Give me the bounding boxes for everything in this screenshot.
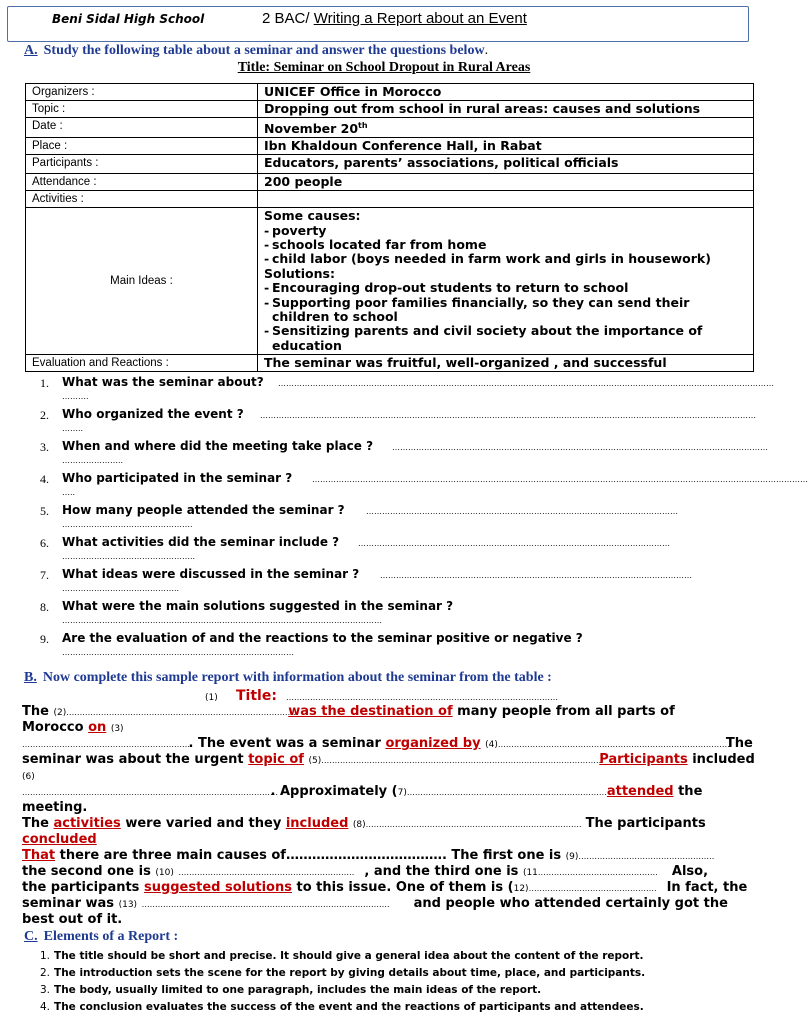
blank-line[interactable]: ………………………………………………………………… <box>406 788 607 797</box>
report-line <box>22 896 762 912</box>
text: to this issue. One of them is ( <box>296 880 514 895</box>
text: Morocco <box>22 720 84 735</box>
blank-line[interactable]: ……………………………………… <box>537 868 658 877</box>
blank-number: (8) <box>352 820 366 830</box>
key-phrase: concluded <box>22 832 97 847</box>
key-phrase: on <box>88 720 107 735</box>
answer-line[interactable]: ……………………………………………………………………………………………………… <box>366 507 678 516</box>
row-key: Participants : <box>26 155 258 174</box>
elements-list <box>40 950 760 1018</box>
list-item <box>40 1001 760 1018</box>
item-number: 2. <box>40 967 51 979</box>
table-row <box>26 118 754 138</box>
question-item <box>40 565 760 597</box>
question-number: 1. <box>40 376 49 390</box>
text: best out of it. <box>22 912 123 927</box>
key-phrase: suggested solutions <box>143 880 292 895</box>
key-phrase: included <box>285 816 349 831</box>
item-text: The title should be short and precise. It should give a general idea about the content of the report. <box>54 950 644 962</box>
question-text: What were the main solutions suggested in the seminar ? <box>62 599 454 613</box>
blank-line[interactable]: ………………………………………………………………………………… <box>141 900 390 909</box>
school-name: Beni Sidal High School <box>52 12 205 26</box>
section-a-letter: A. <box>24 43 38 58</box>
section-a-instruction: Study the following table about a seminar and answer the questions below <box>43 43 485 58</box>
question-item <box>40 533 760 565</box>
section-a-heading: A. Study the following table about a seminar and answer the questions below. <box>24 43 489 58</box>
answer-line[interactable]: ……………………………………………………………………………………………………… <box>380 571 692 580</box>
table-row <box>26 174 754 191</box>
row-key: Evaluation and Reactions : <box>26 355 258 372</box>
row-key: Topic : <box>26 101 258 118</box>
report-line <box>22 880 762 896</box>
question-text: What activities did the seminar include ? <box>62 535 340 549</box>
report-line <box>22 784 762 800</box>
answer-line[interactable]: ….. <box>62 488 76 497</box>
question-item <box>40 405 760 437</box>
causes-list <box>264 224 747 267</box>
blank-line[interactable]: …………………………………………………………………………… <box>497 740 730 749</box>
row-value: Dropping out from school in rural areas: causes and solutions <box>258 101 754 118</box>
blank-line[interactable]: ……………………………………………………… <box>22 740 190 749</box>
item-number: 3. <box>40 984 51 996</box>
question-text: When and where did the meeting take place ? <box>62 439 374 453</box>
key-phrase: attended <box>606 784 674 799</box>
text: The <box>725 736 753 751</box>
blank-line[interactable]: ………………………………………… <box>528 884 657 893</box>
blank-number: (10) <box>155 868 174 878</box>
blank-number: 12) <box>513 884 529 894</box>
blank-number: (11 <box>522 868 538 878</box>
blank-number: 7) <box>397 788 407 798</box>
report-title-line <box>22 688 762 704</box>
report-line <box>22 800 762 816</box>
blank-line[interactable]: …………………………………………………………………………… <box>66 708 299 717</box>
question-number: 6. <box>40 536 49 550</box>
seminar-table <box>25 83 754 372</box>
row-value: UNICEF Office in Morocco <box>258 84 754 101</box>
unit-prefix: 2 BAC/ <box>262 10 314 27</box>
text: included <box>692 752 755 767</box>
text: the <box>678 784 703 799</box>
section-c-letter: C. <box>24 929 38 944</box>
question-text: What ideas were discussed in the seminar ? <box>62 567 360 581</box>
blank-number: (1) <box>205 693 218 703</box>
answer-line[interactable]: ………………………………………….. <box>62 552 196 561</box>
list-item <box>40 984 760 1001</box>
section-c-heading <box>24 929 178 945</box>
report-line <box>22 864 762 880</box>
question-item <box>40 437 768 469</box>
question-list <box>40 373 808 661</box>
date-suffix: th <box>358 121 368 130</box>
list-item: - child labor (boys needed in farm work and girls in housework) <box>264 252 747 266</box>
text: there are three main causes of………………………………. The first one is <box>59 848 562 863</box>
answer-line[interactable]: …….. <box>62 424 84 433</box>
solutions-list <box>264 281 747 353</box>
report-line <box>22 752 762 768</box>
question-text: Are the evaluation of and the reactions to the seminar positive or negative ? <box>62 631 583 645</box>
list-item <box>40 967 760 984</box>
answer-line[interactable]: …………………………………………………………………………… <box>62 648 294 657</box>
report-line <box>22 816 762 832</box>
section-c-instruction: Elements of a Report : <box>43 929 179 944</box>
report-line <box>22 912 762 928</box>
key-phrase: was the destination of <box>288 704 453 719</box>
question-text: Who organized the event ? <box>62 407 244 421</box>
text: The <box>22 704 49 719</box>
table-row <box>26 101 754 118</box>
text: In fact, the <box>666 880 748 895</box>
row-key: Date : <box>26 118 258 138</box>
row-value-date <box>258 118 754 138</box>
blank-number: (5) <box>308 756 322 766</box>
row-value: Educators, parents’ associations, political officials <box>258 155 754 174</box>
item-text: The conclusion evaluates the success of the event and the reactions of participants and attendees. <box>54 1001 644 1013</box>
section-b-instruction: Now complete this sample report with information about the seminar from the table : <box>42 670 552 685</box>
blank-line[interactable]: ………………………………………………………… <box>178 868 355 877</box>
blank-line[interactable]: ……………………………………………………………………… <box>365 820 582 829</box>
unit-title <box>262 10 527 27</box>
answer-line[interactable]: ……………………………………………………………………………………………………… <box>358 539 670 548</box>
report-line <box>22 704 762 720</box>
table-title <box>0 60 768 76</box>
key-phrase: topic of <box>248 752 304 767</box>
item-text: The introduction sets the scene for the report by giving details about time, place, and participants. <box>54 967 646 979</box>
text: Also, <box>671 864 709 879</box>
answer-line[interactable]: …………………………………….. <box>62 584 180 593</box>
question-item <box>40 501 760 533</box>
main-ideas-cell <box>258 208 754 355</box>
answer-line[interactable]: …………………………………………………………………………………………………………………………………………………………………… <box>260 411 756 420</box>
list-item: - Encouraging drop-out students to return to school <box>264 281 747 295</box>
answer-line[interactable]: …………………………………………………………………………………………………………………………………………………………………… <box>278 379 774 388</box>
causes-heading: Some causes: <box>264 208 361 224</box>
blank-line[interactable]: …………………………………………………………………………………………… <box>321 756 602 765</box>
question-item <box>40 629 760 661</box>
report-line <box>22 720 762 736</box>
report-line <box>22 848 762 864</box>
text: and people who attended certainly got the <box>413 896 728 911</box>
text: the second one is <box>22 864 151 879</box>
section-b-letter: B. <box>24 670 37 685</box>
text: The <box>22 816 49 831</box>
blank-line[interactable]: …………………………………………… <box>578 852 715 861</box>
list-item: - poverty <box>264 224 747 238</box>
answer-line[interactable]: ………………….. <box>62 456 124 465</box>
blank-line[interactable]: …………………………………………………………………………………… <box>22 788 278 797</box>
blank-number: (9) <box>565 852 579 862</box>
question-number: 7. <box>40 568 49 582</box>
blank-number: (3) <box>110 724 124 734</box>
question-item <box>40 373 774 405</box>
solutions-heading: Solutions: <box>264 265 335 281</box>
text: The participants <box>585 816 706 831</box>
report-line <box>22 736 762 752</box>
report-paragraph <box>22 688 762 928</box>
blank-number: (13) <box>118 900 138 910</box>
blank-number: (2) <box>53 708 67 718</box>
answer-line[interactable]: …………………………………………………………………………………………………………………………………………………………………… <box>312 475 808 484</box>
table-row <box>26 208 754 355</box>
table-row <box>26 155 754 174</box>
key-phrase: organized by <box>385 736 481 751</box>
table-row <box>26 191 754 208</box>
table-title-text: Title: Seminar on School Dropout in Rural Areas <box>237 60 531 75</box>
item-text: The body, usually limited to one paragraph, includes the main ideas of the report. <box>54 984 542 996</box>
text: many people from all parts of <box>457 704 675 719</box>
item-number: 4. <box>40 1001 51 1013</box>
text: , and the third one is <box>364 864 519 879</box>
question-item <box>40 597 760 629</box>
question-number: 9. <box>40 632 49 646</box>
question-number: 2. <box>40 408 49 422</box>
row-key: Activities : <box>26 191 258 208</box>
item-number: 1. <box>40 950 51 962</box>
table-row <box>26 84 754 101</box>
row-value: Ibn Khaldoun Conference Hall, in Rabat <box>258 138 754 155</box>
row-key: Main Ideas : <box>26 208 258 355</box>
row-value: The seminar was fruitful, well-organized , and successful <box>258 355 754 372</box>
text: were varied and they <box>125 816 282 831</box>
answer-line[interactable]: …………………………………………………………………………………………………………………………… <box>392 443 768 452</box>
question-number: 3. <box>40 440 49 454</box>
text: meeting. <box>22 800 88 815</box>
list-item: - Sensitizing parents and civil society about the importance of education <box>264 324 747 353</box>
question-text: What was the seminar about? <box>62 375 264 389</box>
text: seminar was <box>22 896 115 911</box>
question-number: 4. <box>40 472 49 486</box>
question-item <box>40 469 808 501</box>
row-key: Place : <box>26 138 258 155</box>
question-number: 5. <box>40 504 49 518</box>
unit-topic: Writing a Report about an Event <box>313 10 527 27</box>
question-text: How many people attended the seminar ? <box>62 503 345 517</box>
report-line <box>22 768 762 784</box>
row-key: Attendance : <box>26 174 258 191</box>
text: . The event was a seminar <box>188 736 381 751</box>
key-phrase: That <box>22 848 56 863</box>
blank-number: (4) <box>485 740 498 750</box>
text: . Approximately ( <box>270 784 398 799</box>
list-item: - Supporting poor families financially, so they can send their children to school <box>264 296 747 325</box>
report-title-label: Title: <box>236 688 277 704</box>
row-value: 200 people <box>258 174 754 191</box>
answer-line[interactable]: …………………………………………. <box>62 520 193 529</box>
question-text: Who participated in the seminar ? <box>62 471 293 485</box>
section-b-heading <box>24 670 552 686</box>
list-item <box>40 950 760 967</box>
blank-number: (6) <box>22 772 35 782</box>
blank-line[interactable]: ………………………………………………………………………………………… <box>286 693 558 702</box>
key-phrase: Participants <box>599 752 688 767</box>
text: the participants <box>22 880 140 895</box>
table-row <box>26 355 754 372</box>
text: seminar was about the urgent <box>22 752 244 767</box>
row-value <box>258 191 754 208</box>
key-phrase: activities <box>53 816 121 831</box>
question-number: 8. <box>40 600 49 614</box>
row-key: Organizers : <box>26 84 258 101</box>
report-line <box>22 832 762 848</box>
answer-line[interactable]: ………. <box>62 392 89 401</box>
date-value: November 20 <box>264 121 359 137</box>
answer-line[interactable]: ………………………………………………………………………………………………………… <box>62 616 382 625</box>
table-row <box>26 138 754 155</box>
list-item: - schools located far from home <box>264 238 747 252</box>
